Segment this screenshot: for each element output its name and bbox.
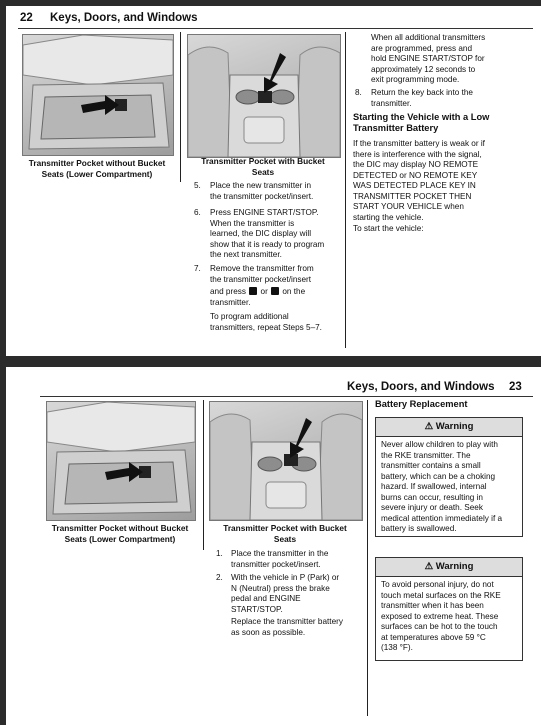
- warning-text: Never allow children to play with the RKE transmitter. The transmitter contains a small battery, which can be a choking hazard. If swallowed, internal burns can occur, resulting in severe injury or death. Seek medical attention immediately if a battery is swallowed.: [381, 440, 503, 533]
- programming-exit-text: When all additional transmitters are programmed, press and hold ENGINE START/STOP for approximately 12 seconds to exit programming mode.: [371, 33, 486, 84]
- step-number: 7.: [194, 264, 201, 273]
- figure-caption: Transmitter Pocket without Bucket Seats (Lower Compartment): [28, 158, 166, 179]
- step-text: Remove the transmitter from the transmitter pocket/insert and press or on the transmitter.: [210, 264, 314, 307]
- step-number: 8.: [355, 88, 362, 97]
- step-text: Place the new transmitter in the transmitter pocket/insert.: [210, 181, 314, 201]
- warning-box: [375, 417, 523, 537]
- section-title: Keys, Doors, and Windows: [347, 381, 495, 393]
- header-rule: [40, 396, 533, 397]
- step-number: 5.: [194, 181, 201, 190]
- step-text: With the vehicle in P (Park) or N (Neutral) press the brake pedal and ENGINE START/STOP.: [231, 573, 340, 614]
- warning-header: ⚠ Warning: [376, 558, 522, 577]
- figure-caption: Transmitter Pocket without Bucket Seats (Lower Compartment): [51, 523, 189, 544]
- replace-battery-note: Replace the transmitter battery as soon as possible.: [231, 617, 343, 637]
- warning-triangle-icon: ⚠: [424, 561, 434, 572]
- figure-caption: Transmitter Pocket with Bucket Seats: [201, 156, 325, 177]
- console-bucket-seats-photo: [187, 34, 341, 158]
- warning-header: ⚠ Warning: [376, 418, 522, 437]
- manual-page-22: [6, 6, 541, 356]
- section-subheading: Starting the Vehicle with a Low Transmitter Battery: [353, 112, 490, 133]
- low-battery-text: If the transmitter battery is weak or if there is interference with the signal, the DIC may display NO REMOTE DETECTED or NO REMOTE KEY WAS DETECTED PLACE KEY IN TRANSMITTER POCKET THEN START YOUR VEHICLE when starting the vehicle.: [353, 139, 485, 222]
- warning-text: To avoid personal injury, do not touch metal surfaces on the RKE transmitter when it has been exposed to extreme heat. These surfaces can be hot to the touch at temperatures above 59 °C (138 °F).: [381, 580, 501, 652]
- unlock-icon: [271, 287, 279, 295]
- console-lower-compartment-photo: [46, 401, 196, 521]
- step-number: 6.: [194, 208, 201, 217]
- section-title: Keys, Doors, and Windows: [50, 12, 198, 24]
- column-divider: [203, 400, 204, 550]
- figure-caption: Transmitter Pocket with Bucket Seats: [223, 523, 347, 544]
- repeat-note: To program additional transmitters, repeat Steps 5–7.: [210, 312, 322, 332]
- lock-icon: [249, 287, 257, 295]
- step-text: Return the key back into the transmitter.: [371, 88, 473, 108]
- manual-page-23: [6, 367, 541, 725]
- step-text: Press ENGINE START/STOP. When the transmitter is learned, the DIC display will show that it is ready to program the next transmitter.: [210, 208, 325, 259]
- step-text: Place the transmitter in the transmitter pocket/insert.: [231, 549, 329, 569]
- column-divider: [345, 32, 346, 348]
- console-lower-compartment-photo: [22, 34, 174, 156]
- start-vehicle-text: To start the vehicle:: [353, 224, 424, 233]
- warning-triangle-icon: ⚠: [424, 421, 434, 432]
- console-bucket-seats-photo: [209, 401, 363, 521]
- column-divider: [367, 400, 368, 716]
- column-divider: [180, 32, 181, 182]
- page-number: 23: [509, 381, 522, 393]
- section-subheading: Battery Replacement: [375, 399, 468, 409]
- step-number: 2.: [216, 573, 223, 582]
- page-number: 22: [20, 12, 33, 24]
- warning-box: [375, 557, 523, 661]
- header-rule: [18, 28, 533, 29]
- step-number: 1.: [216, 549, 223, 558]
